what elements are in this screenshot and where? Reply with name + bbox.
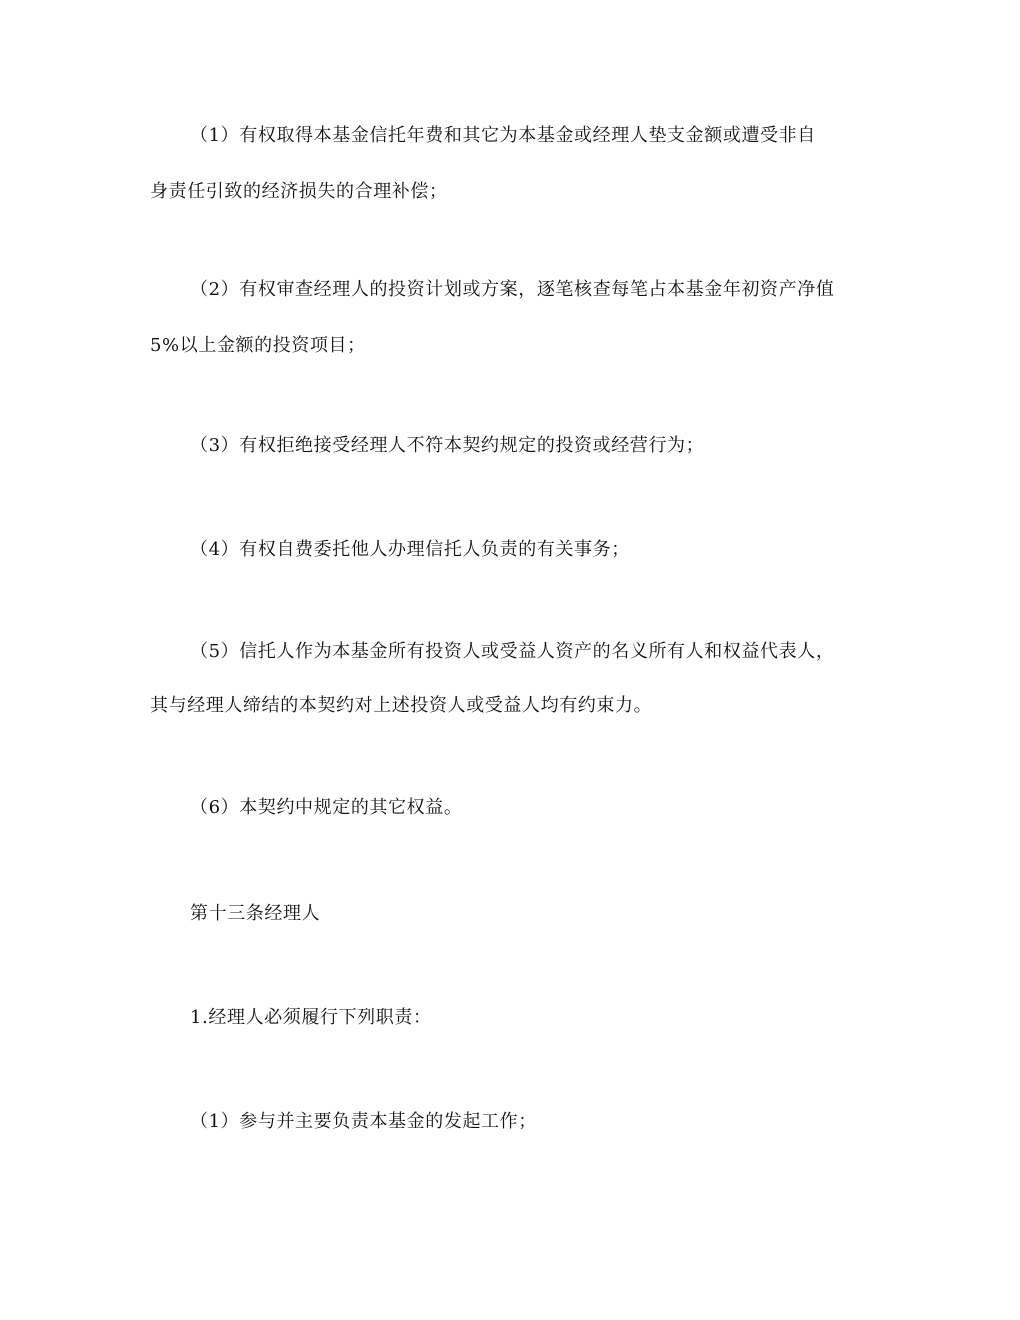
clause-1-item-1: （1）参与并主要负责本基金的发起工作； xyxy=(190,1111,537,1132)
clause-1-heading: 1.经理人必须履行下列职责： xyxy=(190,1007,432,1028)
paragraph-3: （3）有权拒绝接受经理人不符本契约规定的投资或经营行为； xyxy=(190,435,705,456)
paragraph-1-line-2: 身责任引致的经济损失的合理补偿； xyxy=(150,181,448,202)
paragraph-1-line-1: （1）有权取得本基金信托年费和其它为本基金或经理人垫支金额或遭受非自 xyxy=(190,125,816,146)
section-heading: 第十三条经理人 xyxy=(190,903,321,924)
paragraph-6: （6）本契约中规定的其它权益。 xyxy=(190,797,463,818)
paragraph-5-line-2: 其与经理人缔结的本契约对上述投资人或受益人均有约束力。 xyxy=(150,695,653,716)
paragraph-5-line-1: （5）信托人作为本基金所有投资人或受益人资产的名义所有人和权益代表人， xyxy=(190,641,835,662)
paragraph-2-line-2: 5%以上金额的投资项目； xyxy=(150,335,366,356)
paragraph-2-line-1: （2）有权审查经理人的投资计划或方案，逐笔核查每笔占本基金年初资产净值 xyxy=(190,279,835,300)
paragraph-4: （4）有权自费委托他人办理信托人负责的有关事务； xyxy=(190,539,630,560)
